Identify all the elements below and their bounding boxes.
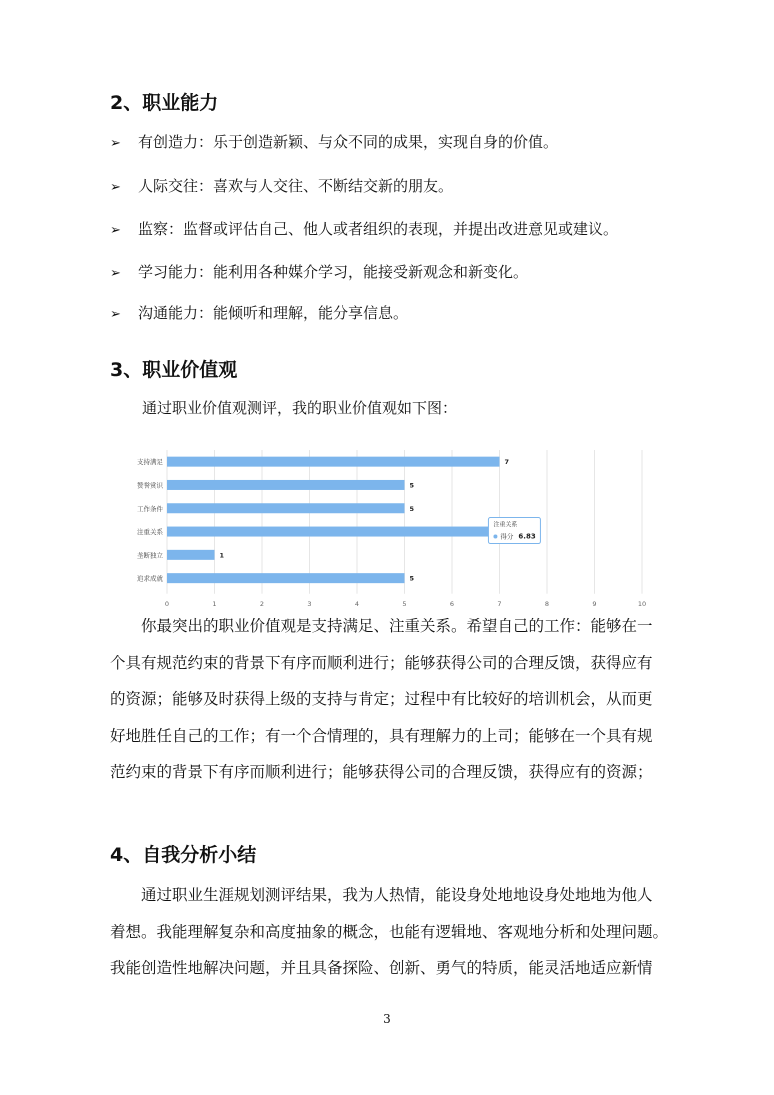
tooltip-label: 得分 bbox=[500, 532, 514, 541]
x-tick-label: 3 bbox=[307, 599, 312, 608]
list-item-text: 人际交往：喜欢与人交往、不断结交新的朋友。 bbox=[138, 177, 454, 195]
paragraph-line: 个具有规范约束的背景下有序而顺利进行；能够获得公司的合理反馈，获得应有 bbox=[110, 653, 653, 672]
tooltip-title: 注重关系 bbox=[493, 521, 518, 529]
arrow-bullet-icon: ➢ bbox=[110, 266, 121, 281]
data-label: 7 bbox=[504, 458, 510, 467]
list-item bbox=[110, 303, 408, 325]
x-tick-label: 6 bbox=[449, 599, 455, 608]
paragraph-line: 好地胜任自己的工作；有一个合情理的，具有理解力的上司；能够在一个具有规 bbox=[110, 726, 653, 745]
list-item-text: 沟通能力：能倾听和理解，能分享信息。 bbox=[138, 304, 409, 322]
section-title-abilities: 2、职业能力 bbox=[110, 92, 219, 114]
tooltip-value: 6.83 bbox=[518, 532, 536, 541]
arrow-bullet-icon: ➢ bbox=[110, 307, 121, 322]
paragraph-line: 着想。我能理解复杂和高度抽象的概念，也能有逻辑地、客观地分析和处理问题。 bbox=[110, 922, 669, 941]
list-item-text: 监察：监督或评估自己、他人或者组织的表现，并提出改进意见或建议。 bbox=[138, 220, 619, 238]
paragraph-line: 的资源；能够及时获得上级的支持与肯定；过程中有比较好的培训机会，从而更 bbox=[110, 690, 653, 708]
paragraph-line: 范约束的背景下有序而顺利进行；能够获得公司的合理反馈，获得应有的资源； bbox=[110, 763, 653, 781]
section-title-summary: 4、自我分析小结 bbox=[110, 844, 257, 866]
list-item bbox=[110, 176, 453, 198]
tooltip-marker bbox=[493, 535, 497, 539]
list-item-text: 有创造力：乐于创造新颖、与众不同的成果，实现自身的价值。 bbox=[138, 133, 559, 151]
bar bbox=[167, 527, 491, 537]
list-item bbox=[110, 132, 558, 154]
summary-paragraph bbox=[110, 877, 669, 987]
values-intro: 通过职业价值观测评，我的职业价值观如下图： bbox=[142, 399, 458, 417]
x-tick-label: 9 bbox=[592, 599, 597, 608]
data-label: 5 bbox=[409, 481, 415, 490]
values-paragraph bbox=[110, 608, 666, 791]
bar bbox=[167, 573, 405, 583]
bar bbox=[167, 550, 215, 560]
paragraph-line: 你最突出的职业价值观是支持满足、注重关系。希望自己的工作：能够在一 bbox=[141, 617, 653, 635]
bar bbox=[167, 503, 405, 513]
bar bbox=[167, 480, 405, 490]
x-tick-label: 0 bbox=[164, 599, 170, 608]
data-label: 1 bbox=[219, 551, 225, 560]
data-label: 5 bbox=[409, 504, 415, 513]
y-category-label: 追求成就 bbox=[137, 574, 163, 583]
y-category-label: 工作条件 bbox=[137, 504, 163, 513]
page-number: 3 bbox=[383, 1012, 391, 1026]
list-item-text: 学习能力：能利用各种媒介学习，能接受新观念和新变化。 bbox=[138, 263, 529, 281]
y-category-label: 注重关系 bbox=[137, 528, 163, 537]
x-tick-label: 8 bbox=[544, 599, 550, 608]
arrow-bullet-icon: ➢ bbox=[110, 223, 121, 238]
list-item bbox=[110, 262, 528, 284]
bar bbox=[167, 457, 500, 467]
paragraph-line: 我能创造性地解决问题，并且具备探险、创新、勇气的特质，能灵活地适应新情 bbox=[110, 959, 653, 977]
x-tick-label: 7 bbox=[497, 599, 502, 608]
x-tick-label: 4 bbox=[354, 599, 360, 608]
data-label: 5 bbox=[409, 574, 415, 583]
list-item bbox=[110, 219, 618, 241]
x-tick-label: 10 bbox=[637, 599, 647, 608]
x-tick-label: 2 bbox=[259, 599, 265, 608]
arrow-bullet-icon: ➢ bbox=[110, 136, 121, 151]
y-category-label: 垄断独立 bbox=[137, 551, 163, 560]
y-category-label: 赞誉赏识 bbox=[137, 481, 163, 490]
arrow-bullet-icon: ➢ bbox=[110, 180, 121, 195]
x-tick-label: 5 bbox=[402, 599, 407, 608]
y-category-label: 支持满足 bbox=[137, 458, 163, 467]
values-bar-chart bbox=[110, 445, 660, 608]
paragraph-line: 通过职业生涯规划测评结果，我为人热情，能设身处地地设身处地地为他人 bbox=[141, 886, 653, 904]
section-title-values: 3、职业价值观 bbox=[110, 359, 238, 381]
x-tick-label: 1 bbox=[212, 599, 217, 608]
